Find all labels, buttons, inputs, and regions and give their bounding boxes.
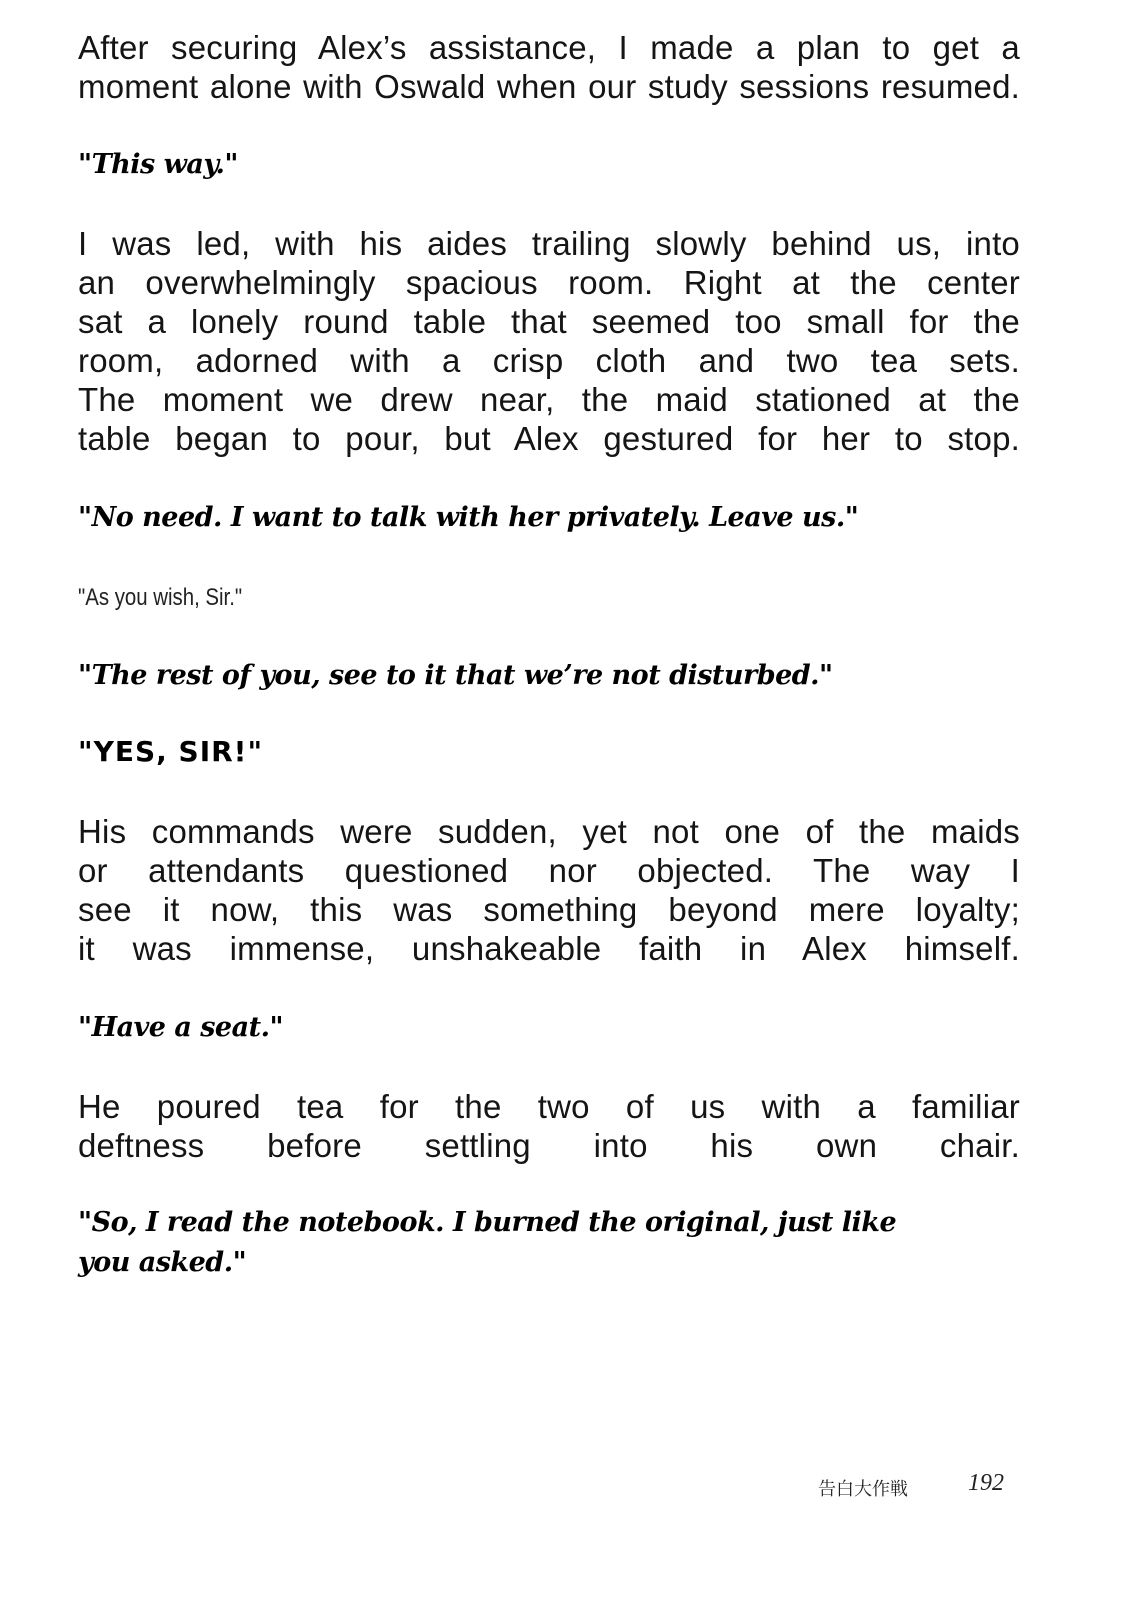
paragraph-line: deftness before settling into his own chair. xyxy=(78,1127,1020,1164)
dialogue-no-need: "No need. I want to talk with her privately. Leave us." xyxy=(78,502,859,533)
paragraph-line: moment alone with Oswald when our study sessions resumed. xyxy=(78,68,1020,105)
dialogue-this-way: "This way." xyxy=(78,149,238,180)
paragraph-line: room, adorned with a crisp cloth and two tea sets. xyxy=(78,342,1020,379)
dialogue-as-you-wish: "As you wish, Sir." xyxy=(78,584,243,611)
paragraph-line: After securing Alex’s assistance, I made a plan to get a xyxy=(78,29,1020,66)
paragraph-line: it was immense, unshakeable faith in Alex himself. xyxy=(78,930,1020,967)
paragraph-line: an overwhelmingly spacious room. Right at the center xyxy=(78,264,1020,301)
dialogue-rest-of-you: "The rest of you, see to it that we’re not disturbed." xyxy=(78,660,833,691)
book-title: 告白大作戦 xyxy=(818,1479,908,1500)
paragraph-line: His commands were sudden, yet not one of the maids xyxy=(78,813,1020,850)
paragraph-line: table began to pour, but Alex gestured for her to stop. xyxy=(78,420,1020,457)
dialogue-yes-sir: "YES, SIR!" xyxy=(78,735,264,768)
paragraph-line: He poured tea for the two of us with a familiar xyxy=(78,1088,1020,1125)
paragraph-line: The moment we drew near, the maid stationed at the xyxy=(78,381,1020,418)
paragraph-line: see it now, this was something beyond mere loyalty; xyxy=(78,891,1020,928)
page-number: 192 xyxy=(968,1470,1004,1496)
dialogue-line: "So, I read the notebook. I burned the original, just like xyxy=(78,1207,897,1238)
paragraph-line: sat a lonely round table that seemed too small for the xyxy=(78,303,1020,340)
paragraph-4 xyxy=(78,1087,1020,1165)
paragraph-2 xyxy=(78,224,1020,458)
dialogue-have-a-seat: "Have a seat." xyxy=(78,1012,284,1043)
dialogue-notebook xyxy=(78,1203,1028,1283)
paragraph-line: I was led, with his aides trailing slowly behind us, into xyxy=(78,225,1020,262)
paragraph-3 xyxy=(78,812,1020,968)
dialogue-line: you asked." xyxy=(78,1247,247,1278)
paragraph-line: or attendants questioned nor objected. The way I xyxy=(78,852,1020,889)
paragraph-1 xyxy=(78,28,1020,106)
